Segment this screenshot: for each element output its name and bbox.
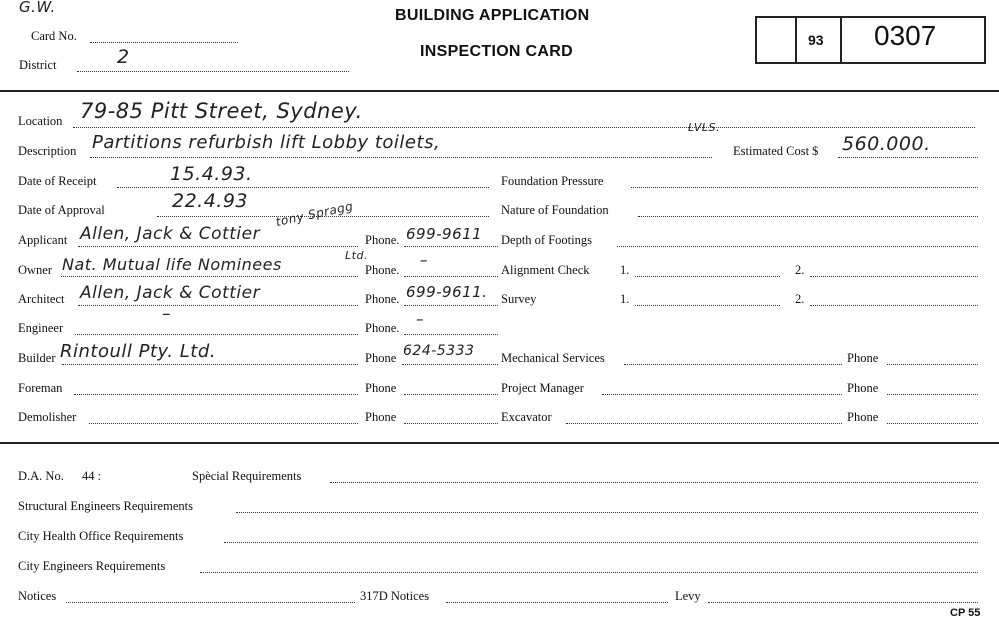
demolisher-phone-label: Phone <box>365 410 397 424</box>
nature-of-foundation-line <box>638 216 978 217</box>
alignment-check-num-2: 2. <box>795 263 805 277</box>
project-manager-line <box>602 394 842 395</box>
engineer-line <box>75 334 358 335</box>
owner-superscript: Ltd. <box>345 249 368 262</box>
alignment-check-label: Alignment Check <box>501 263 590 277</box>
city-engineers-line <box>200 572 978 573</box>
foundation-pressure-line <box>631 187 978 188</box>
date-of-receipt-label: Date of Receipt <box>18 174 97 188</box>
description-superscript: LVLS. <box>688 121 720 134</box>
foreman-line <box>74 394 358 395</box>
depth-of-footings-line <box>617 246 978 247</box>
depth-of-footings-label: Depth of Footings <box>501 233 592 247</box>
architect-line <box>78 305 358 306</box>
levy-label: Levy <box>675 589 701 603</box>
date-of-approval-label: Date of Approval <box>18 203 105 217</box>
district-label: District <box>19 58 57 72</box>
project-manager-phone-line <box>887 394 978 395</box>
excavator-label: Excavator <box>501 410 552 424</box>
header-divider <box>0 90 999 92</box>
architect-phone-value: 699-9611. <box>406 283 488 301</box>
district-value: 2 <box>117 46 130 68</box>
applicant-line <box>78 246 358 247</box>
survey-line-2 <box>810 305 978 306</box>
survey-num-2: 2. <box>795 292 805 306</box>
mechanical-services-label: Mechanical Services <box>501 351 605 365</box>
alignment-check-line-2 <box>810 276 978 277</box>
mechanical-services-phone-label: Phone <box>847 351 879 365</box>
form-code: CP 55 <box>950 607 981 619</box>
requirements-divider <box>0 442 999 444</box>
survey-line-1 <box>635 305 780 306</box>
applicant-phone-line <box>404 246 498 247</box>
architect-label: Architect <box>18 292 65 306</box>
description-line <box>90 157 712 158</box>
owner-value: Nat. Mutual life Nominees <box>62 255 282 274</box>
structural-engineers-line <box>236 512 978 513</box>
alignment-check-line-1 <box>635 276 780 277</box>
excavator-phone-line <box>887 423 978 424</box>
engineer-phone-label: Phone. <box>365 321 400 335</box>
card-no-line <box>90 42 238 43</box>
builder-phone-label: Phone <box>365 351 397 365</box>
city-health-label: City Health Office Requirements <box>18 529 184 543</box>
city-health-line <box>224 542 978 543</box>
description-label: Description <box>18 144 77 158</box>
special-requirements-line <box>330 482 978 483</box>
survey-num-1: 1. <box>620 292 630 306</box>
builder-line <box>62 364 358 365</box>
date-of-receipt-value: 15.4.93. <box>170 163 253 185</box>
card-number-box <box>755 16 986 64</box>
notices-line <box>66 602 355 603</box>
levy-line <box>708 602 978 603</box>
applicant-value: Allen, Jack & Cottier <box>80 224 261 244</box>
da-no-value: 44 : <box>82 469 102 483</box>
da-no-label: D.A. No. <box>18 469 64 483</box>
location-line <box>73 127 975 128</box>
engineer-phone-line <box>404 334 498 335</box>
excavator-line <box>566 423 842 424</box>
engineer-value: – <box>162 304 171 324</box>
special-requirements-label: Spècial Requirements <box>192 469 302 483</box>
demolisher-phone-line <box>404 423 498 424</box>
estimated-cost-line <box>838 157 978 158</box>
builder-phone-value: 624-5333 <box>403 343 475 359</box>
approval-signature: tony Spragg <box>274 198 355 230</box>
architect-phone-label: Phone. <box>365 292 400 306</box>
location-value: 79-85 Pitt Street, Sydney. <box>80 99 363 123</box>
form-title-line1: BUILDING APPLICATION <box>395 7 590 24</box>
description-value: Partitions refurbish lift Lobby toilets, <box>92 132 441 153</box>
year-prefix: 93 <box>808 32 824 48</box>
architect-value: Allen, Jack & Cottier <box>80 283 261 303</box>
date-of-approval-value: 22.4.93 <box>172 190 249 212</box>
builder-value: Rintoull Pty. Ltd. <box>60 341 216 362</box>
notices-317d-label: 317D Notices <box>360 589 430 603</box>
applicant-phone-label: Phone. <box>365 233 400 247</box>
date-of-receipt-line <box>117 187 489 188</box>
card-number-divider-2 <box>840 16 842 64</box>
builder-phone-line <box>402 364 498 365</box>
owner-label: Owner <box>18 263 53 277</box>
applicant-phone-value: 699-9611 <box>406 225 483 243</box>
architect-phone-line <box>404 305 498 306</box>
city-engineers-label: City Engineers Requirements <box>18 559 166 573</box>
notices-317d-line <box>446 602 668 603</box>
card-number-divider-1 <box>795 16 797 64</box>
district-line <box>77 71 349 72</box>
nature-of-foundation-label: Nature of Foundation <box>501 203 609 217</box>
foundation-pressure-label: Foundation Pressure <box>501 174 604 188</box>
applicant-label: Applicant <box>18 233 68 247</box>
owner-phone-line <box>404 276 498 277</box>
card-number: 0307 <box>874 20 937 51</box>
card-no-annotation: G.W. <box>19 0 56 16</box>
alignment-check-num-1: 1. <box>620 263 630 277</box>
engineer-label: Engineer <box>18 321 64 335</box>
structural-engineers-label: Structural Engineers Requirements <box>18 499 193 513</box>
form-title-line2: INSPECTION CARD <box>420 43 573 60</box>
notices-label: Notices <box>18 589 57 603</box>
foreman-phone-line <box>404 394 498 395</box>
location-label: Location <box>18 114 63 128</box>
estimated-cost-value: 560.000. <box>842 133 931 155</box>
project-manager-phone-label: Phone <box>847 381 879 395</box>
demolisher-line <box>89 423 358 424</box>
owner-line <box>61 276 358 277</box>
card-no-label: Card No. <box>31 29 77 43</box>
estimated-cost-label: Estimated Cost $ <box>733 144 819 158</box>
foreman-label: Foreman <box>18 381 63 395</box>
owner-phone-value: – <box>420 251 428 269</box>
engineer-phone-value: – <box>416 310 424 328</box>
mechanical-services-line <box>624 364 842 365</box>
builder-label: Builder <box>18 351 56 365</box>
excavator-phone-label: Phone <box>847 410 879 424</box>
demolisher-label: Demolisher <box>18 410 77 424</box>
mechanical-services-phone-line <box>887 364 978 365</box>
project-manager-label: Project Manager <box>501 381 584 395</box>
survey-label: Survey <box>501 292 537 306</box>
owner-phone-label: Phone. <box>365 263 400 277</box>
foreman-phone-label: Phone <box>365 381 397 395</box>
